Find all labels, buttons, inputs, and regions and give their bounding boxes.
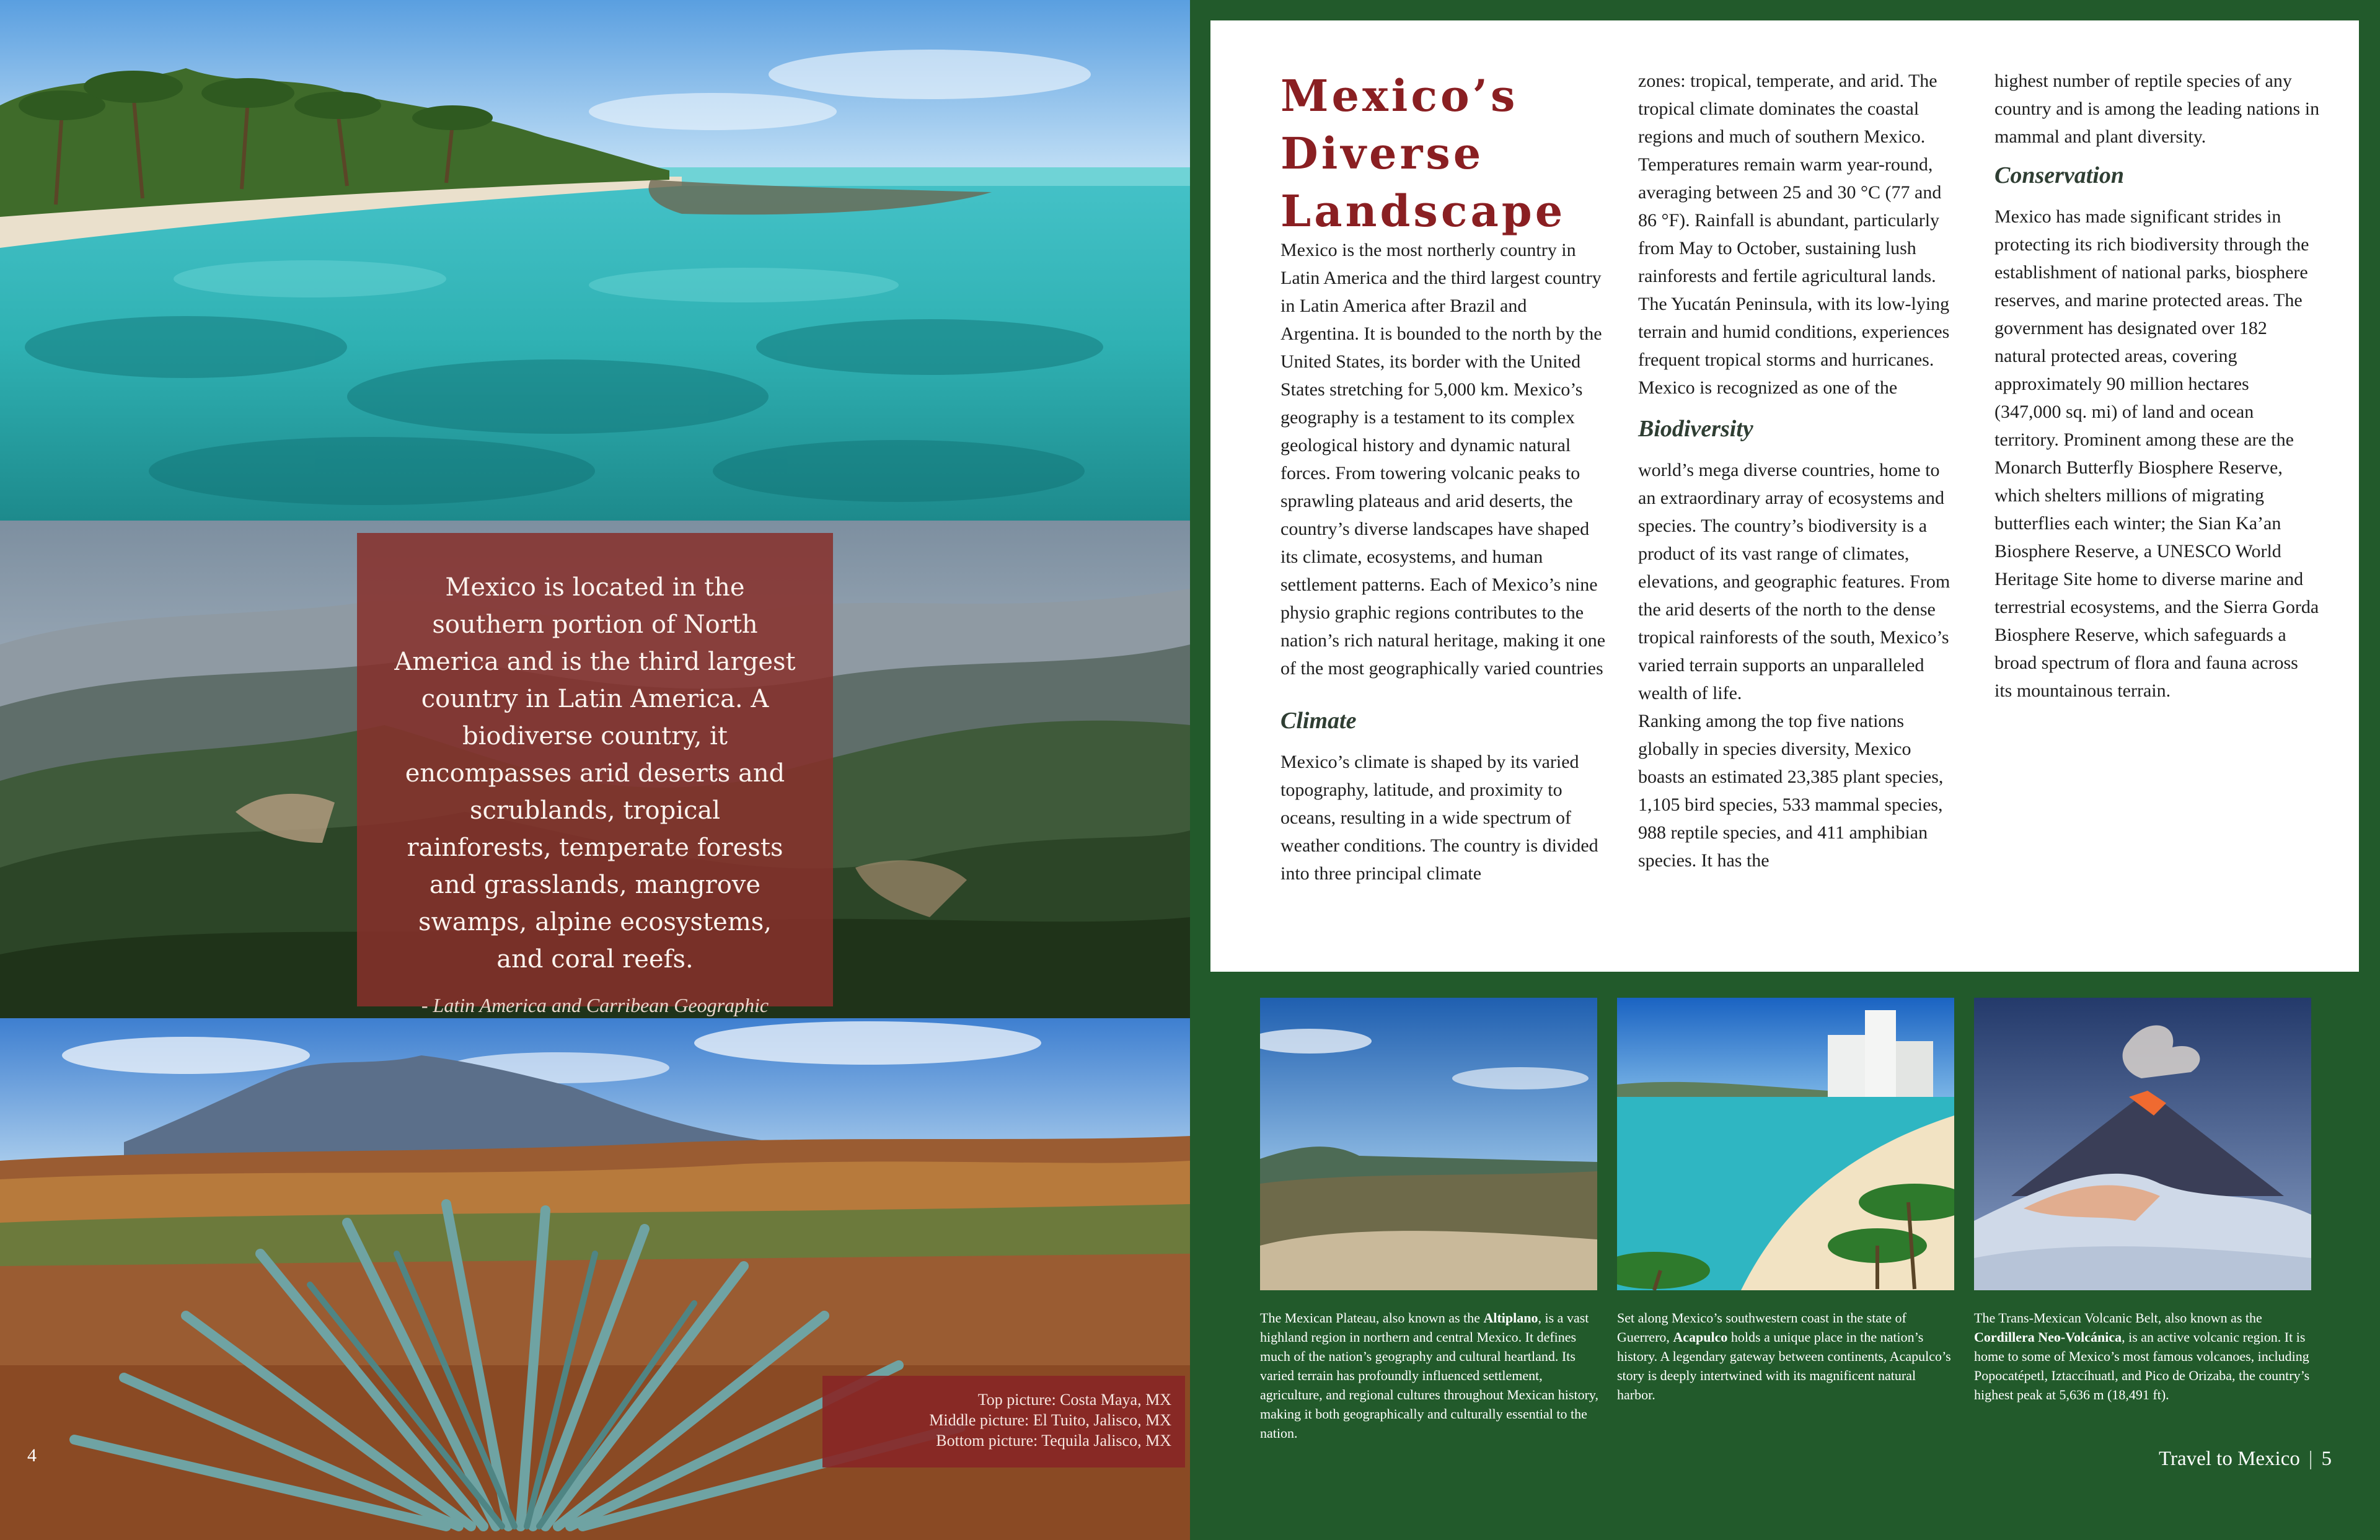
page-number-right: 5 bbox=[2321, 1448, 2332, 1470]
article-title: Mexico’s Diverse Landscape bbox=[1280, 70, 1566, 237]
intro-paragraph: Mexico is the most northerly country in Latin America and the third largest country in Latin America after Brazil and Argentina. It is bounded to the north by the United States, its border with the United States stretching for 5,000 km. Mexico’s geography is a testament to its complex geological history and dynamic natural forces. From towering volcanic peaks to sprawling plateaus and arid deserts, the country’s diverse landscapes have shaped its climate, ecosystems, and human settlement patterns. Each of Mexico’s nine physio graphic regions contributes to the nation’s rich natural heritage, making it one of the most geographically varied countries bbox=[1280, 240, 1606, 679]
photo-acapulco bbox=[1617, 998, 1954, 1290]
column-1 bbox=[1280, 236, 1606, 887]
photo-mexican-plateau bbox=[1260, 998, 1597, 1290]
plateau-caption bbox=[1260, 1308, 1600, 1443]
quote-source: - Latin America and Carribean Geographic bbox=[421, 994, 769, 1016]
page-footer bbox=[2159, 1448, 2332, 1471]
column-2 bbox=[1638, 67, 1962, 874]
plateau-caption-bold: Altiplano bbox=[1483, 1310, 1538, 1326]
climate-paragraph-3: Mexico is recognized as one of the bbox=[1638, 377, 1898, 398]
volcano-caption-bold: Cordillera Neo-Volcánica bbox=[1974, 1329, 2122, 1345]
biodiversity-paragraph-1: world’s mega diverse countries, home to an extraordinary array of ecosystems and species. The country’s biodiversity is a product of its vast range of climates, elevations, and geographic features. From the arid deserts of the north to the dense tropical rainforests of the south, Mexico’s varied terrain supports an unparalleled wealth of life. bbox=[1638, 460, 1950, 703]
volcano-caption-text-2: , is an active volcanic region. It is home to some of Mexico’s most famous volcanoes, including Popocatépetl, Iztaccíhuatl, and Pico de Orizaba, the country’s highest peak at 5,636 m (18,491 ft). bbox=[1974, 1329, 2310, 1402]
quote-text: Mexico is located in the southern portion of North America and is the third largest country in Latin America. A biodiverse country, it encompasses arid deserts and scrublands, tropical rainforests, temperate forests and grasslands, mangrove swamps, alpine ecosystems, and coral reefs. bbox=[394, 573, 796, 974]
magazine-name: Travel to Mexico bbox=[2158, 1448, 2300, 1470]
page-number-left: 4 bbox=[27, 1445, 37, 1466]
photo-credit-top: Top picture: Costa Maya, MX bbox=[977, 1391, 1171, 1409]
biodiversity-heading: Biodiversity bbox=[1638, 416, 1753, 442]
acapulco-illustration bbox=[1617, 998, 1954, 1290]
acapulco-caption-text-2: holds a unique place in the nation’s history. A legendary gateway between continents, Acapulco’s story is deeply intertwined with its magnificent natural harbor. bbox=[1617, 1329, 1951, 1402]
photo-volcano bbox=[1974, 998, 2311, 1290]
article-panel bbox=[1210, 20, 2359, 972]
plateau-caption-text: The Mexican Plateau, also known as the bbox=[1260, 1310, 1484, 1326]
conservation-paragraph: Mexico has made significant strides in protecting its rich biodiversity through the establishment of national parks, biosphere reserves, and marine protected areas. The government has designated over 182 natural protected areas, covering approximately 90 million hectares (347,000 sq. mi) of land and ocean territory. Prominent among these are the Monarch Butterfly Biosphere Reserve, which shelters millions of migrating butterflies each winter; the Sian Ka’an Biosphere Reserve, a UNESCO World Heritage Site home to diverse marine and terrestrial ecosystems, and the Sierra Gorda Biosphere Reserve, which safeguards a broad spectrum of flora and fauna across its mountainous terrain. bbox=[1994, 206, 2319, 701]
column-3 bbox=[1994, 67, 2320, 705]
plateau-illustration bbox=[1260, 998, 1597, 1290]
footer-separator: | bbox=[2308, 1448, 2313, 1470]
photo-costa-maya bbox=[0, 0, 1190, 521]
acapulco-caption-bold: Acapulco bbox=[1673, 1329, 1728, 1345]
climate-paragraph-1: Mexico’s climate is shaped by its varied topography, latitude, and proximity to oceans, resulting in a wide spectrum of weather conditions. The country is divided into three principal climate bbox=[1280, 752, 1598, 884]
volcano-illustration bbox=[1974, 998, 2311, 1290]
acapulco-caption-text: Set along Mexico’s southwestern coast in the state of Guerrero, bbox=[1617, 1310, 1906, 1345]
coast-illustration bbox=[0, 0, 1190, 521]
right-page bbox=[1190, 0, 2380, 1540]
conservation-heading: Conservation bbox=[1994, 162, 2125, 188]
climate-paragraph-2: zones: tropical, temperate, and arid. The tropical climate dominates the coastal regions and much of southern Mexico. Temperatures remain warm year-round, averaging between 25 and 30 °C (77 and 86 °F). Rainfall is abundant, particularly from May to October, sustaining lush rainforests and fertile agricultural lands. The Yucatán Peninsula, with its low-lying terrain and humid conditions, experiences frequent tropical storms and hurricanes. bbox=[1638, 71, 1950, 370]
acapulco-caption bbox=[1617, 1308, 1957, 1404]
plateau-caption-text-2: , is a vast highland region in northern and central Mexico. It defines much of the nation’s geography and cultural heartland. Its varied terrain has profoundly influenced settlement, agriculture, and regional cultures throughout Mexican history, making it both geographically and culturally essential to the nation. bbox=[1260, 1310, 1598, 1441]
biodiversity-paragraph-3: highest number of reptile species of any country and is among the leading nations in mammal and plant diversity. bbox=[1994, 71, 2320, 147]
volcano-caption bbox=[1974, 1308, 2314, 1404]
photo-credit-middle: Middle picture: El Tuito, Jalisco, MX bbox=[929, 1411, 1171, 1429]
photo-credit-bottom: Bottom picture: Tequila Jalisco, MX bbox=[936, 1432, 1171, 1450]
climate-heading: Climate bbox=[1280, 708, 1357, 734]
quote-box bbox=[357, 533, 833, 1016]
volcano-caption-text: The Trans-Mexican Volcanic Belt, also known as the bbox=[1974, 1310, 2262, 1326]
photo-credits-box bbox=[822, 1376, 1185, 1467]
biodiversity-paragraph-2: Ranking among the top five nations globally in species diversity, Mexico boasts an estimated 23,385 plant species, 1,105 bird species, 533 mammal species, 988 reptile species, and 411 amphibian species. It has the bbox=[1638, 711, 1944, 871]
